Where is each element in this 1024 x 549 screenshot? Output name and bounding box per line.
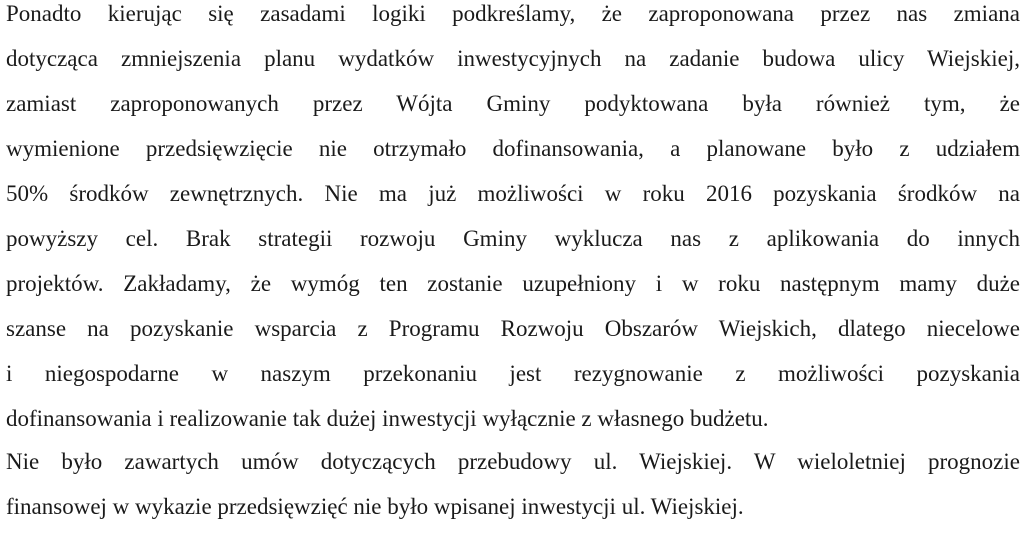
paragraph-line-6: powyższy cel. Brak strategii rozwoju Gminy wyklucza nas z aplikowania do innych (6, 226, 1020, 251)
paragraph-line-4: wymienione przedsięwzięcie nie otrzymało dofinansowania, a planowane było z udziałem (6, 136, 1020, 161)
paragraph-line-12: finansowej w wykazie przedsięwzięć nie było wpisanej inwestycji ul. Wiejskiej. (6, 494, 744, 519)
paragraph-line-2: dotycząca zmniejszenia planu wydatków inwestycyjnych na zadanie budowa ulicy Wiejskiej, (6, 46, 1020, 71)
paragraph-line-10: dofinansowania i realizowanie tak dużej inwestycji wyłącznie z własnego budżetu. (6, 406, 769, 431)
paragraph-line-1: Ponadto kierując się zasadami logiki podkreślamy, że zaproponowana przez nas zmiana (6, 1, 1020, 26)
paragraph-line-11: Nie było zawartych umów dotyczących przebudowy ul. Wiejskiej. W wieloletniej prognozie (6, 449, 1020, 474)
paragraph-line-9: i niegospodarne w naszym przekonaniu jest rezygnowanie z możliwości pozyskania (6, 361, 1020, 386)
paragraph-line-5: 50% środków zewnętrznych. Nie ma już możliwości w roku 2016 pozyskania środków na (6, 181, 1020, 206)
paragraph-line-3: zamiast zaproponowanych przez Wójta Gminy podyktowana była również tym, że (6, 91, 1020, 116)
paragraph-line-8: szanse na pozyskanie wsparcia z Programu Rozwoju Obszarów Wiejskich, dlatego niecelowe (6, 316, 1020, 341)
paragraph-line-7: projektów. Zakładamy, że wymóg ten zostanie uzupełniony i w roku następnym mamy duże (6, 271, 1020, 296)
